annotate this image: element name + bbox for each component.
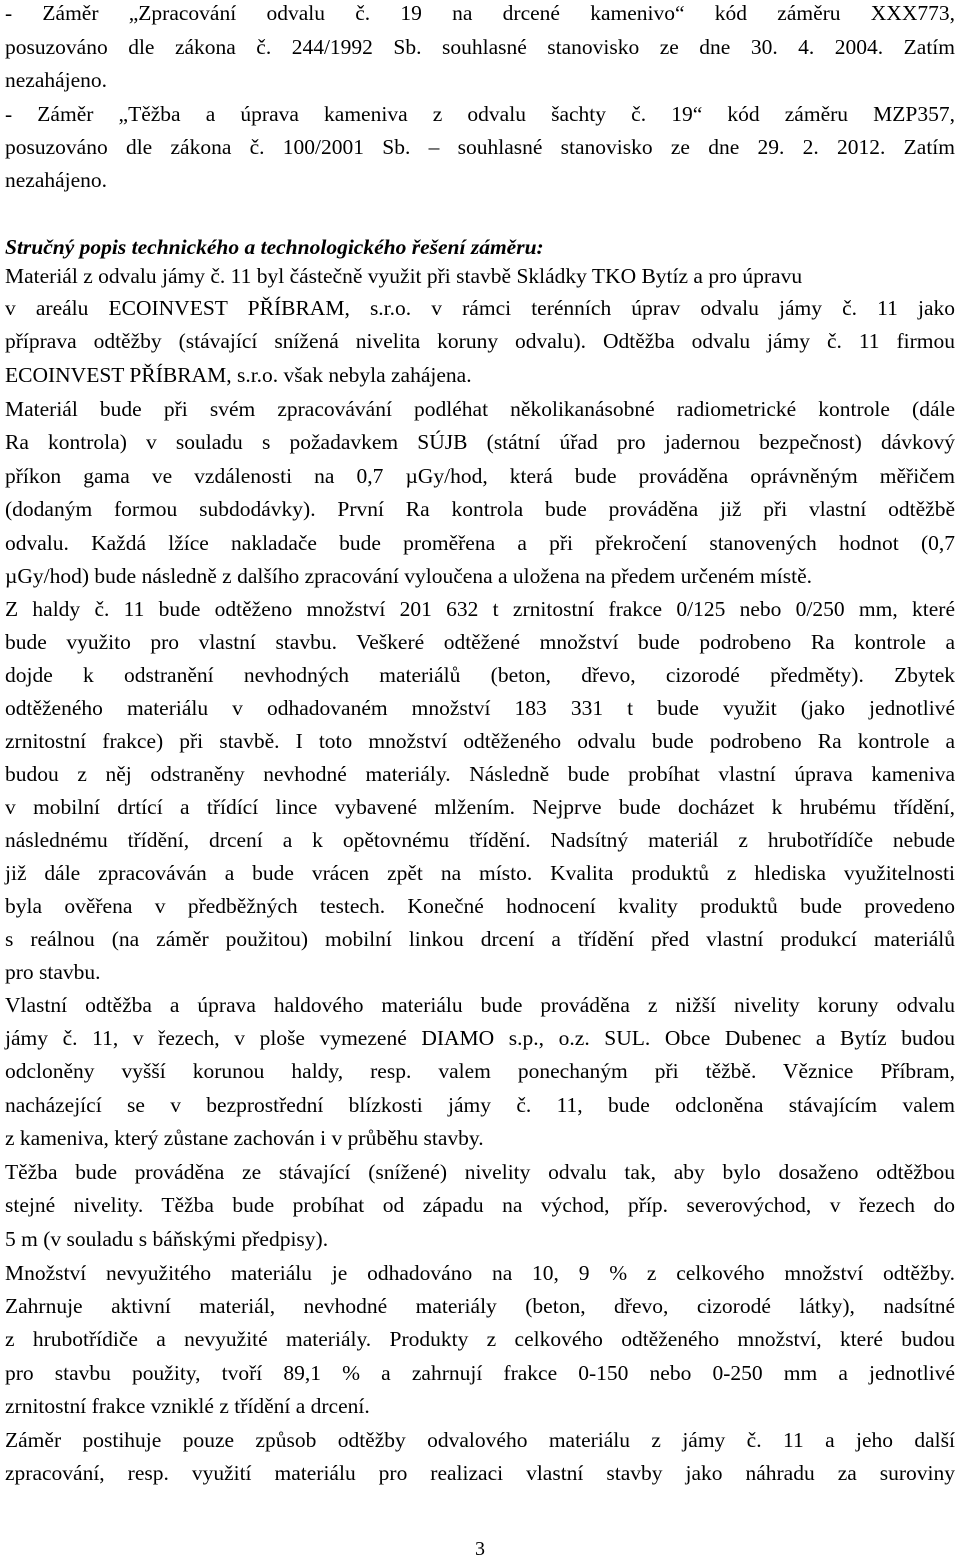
paragraph-6-line-1: Záměr postihuje pouze způsob odtěžby odvalového materiálu z jámy č. 11 a jeho další	[5, 1428, 955, 1452]
paragraph-2-line-11: zrnitostní frakce) při stavbě. I toto množství odtěženého odvalu bude podrobeno Ra kontrole a	[5, 729, 955, 753]
paragraph-2-line-2: Ra kontrola) v souladu s požadavkem SÚJB (státní úřad pro jadernou bezpečnost) dávkový	[5, 430, 955, 454]
paragraph-2-line-1: Materiál bude při svém zpracovávání podléhat několikanásobné radiometrické kontrole (dále	[5, 397, 955, 421]
paragraph-5-line-3: z hrubotřídiče a nevyužité materiály. Produkty z celkového odtěženého množství, které budou	[5, 1327, 955, 1351]
paragraph-1-line-4: ECOINVEST PŘÍBRAM, s.r.o. však nebyla zahájena.	[5, 363, 472, 387]
paragraph-4-line-1: Těžba bude prováděna ze stávající (snížené) nivelity odvalu tak, aby bylo dosaženo odtěžbou	[5, 1160, 955, 1184]
paragraph-2-line-7: Z haldy č. 11 bude odtěženo množství 201 632 t zrnitostní frakce 0/125 nebo 0/250 mm, které	[5, 597, 955, 621]
paragraph-2-line-15: již dále zpracováván a bude vrácen zpět na místo. Kvalita produktů z hlediska využitelnosti	[5, 861, 955, 885]
paragraph-5-line-5: zrnitostní frakce vzniklé z třídění a drcení.	[5, 1394, 370, 1418]
paragraph-1-line-3: příprava odtěžby (stávající snížená nivelita koruny odvalu). Odtěžba odvalu jámy č. 11 firmou	[5, 329, 955, 353]
paragraph-4-line-3: 5 m (v souladu s báňskými předpisy).	[5, 1227, 329, 1251]
paragraph-4-line-2: stejné nivelity. Těžba bude probíhat od západu na východ, příp. severovýchod, v řezech do	[5, 1193, 955, 1217]
paragraph-2-line-8: bude využito pro vlastní stavbu. Veškeré odtěžené množství bude podrobeno Ra kontrole a	[5, 630, 955, 654]
paragraph-3-line-1: Vlastní odtěžba a úprava haldového materiálu bude prováděna z nižší nivelity koruny odvalu	[5, 993, 955, 1017]
paragraph-2-line-17: s reálnou (na záměr použitou) mobilní linkou drcení a třídění před vlastní produkcí materiálů	[5, 927, 955, 951]
paragraph-5-line-2: Zahrnuje aktivní materiál, nevhodné materiály (beton, dřevo, cizorodé látky), nadsítné	[5, 1294, 955, 1318]
paragraph-1-line-2: v areálu ECOINVEST PŘÍBRAM, s.r.o. v rámci terénních úprav odvalu jámy č. 11 jako	[5, 296, 955, 320]
list-item-2-line-1: - Záměr „Těžba a úprava kameniva z odvalu šachty č. 19“ kód záměru MZP357,	[5, 102, 955, 126]
list-item-1-line-2: posuzováno dle zákona č. 244/1992 Sb. souhlasné stanovisko ze dne 30. 4. 2004. Zatím	[5, 35, 955, 59]
paragraph-6-line-2: zpracování, resp. využití materiálu pro realizaci vlastní stavby jako náhradu za suroviny	[5, 1461, 955, 1485]
list-item-2-line-2: posuzováno dle zákona č. 100/2001 Sb. – souhlasné stanovisko ze dne 29. 2. 2012. Zatím	[5, 135, 955, 159]
paragraph-1-line-1: Materiál z odvalu jámy č. 11 byl částečně využit při stavbě Skládky TKO Bytíz a pro úpravu	[5, 264, 803, 288]
paragraph-3-line-4: nacházející se v bezprostřední blízkosti jámy č. 11, bude odcloněna stávajícím valem	[5, 1093, 955, 1117]
page-number: 3	[475, 1538, 485, 1560]
paragraph-2-line-13: v mobilní drtící a třídící lince vybavené mlžením. Nejprve bude docházet k hrubému třídění,	[5, 795, 955, 819]
paragraph-2-line-18: pro stavbu.	[5, 960, 101, 984]
paragraph-2-line-5: odvalu. Každá lžíce nakladače bude proměřena a při překročení stanovených hodnot (0,7	[5, 531, 955, 555]
paragraph-2-line-4: (dodaným formou subdodávky). První Ra kontrola bude prováděna již při vlastní odtěžbě	[5, 497, 955, 521]
paragraph-3-line-3: odcloněny vyšší korunou haldy, resp. valem ponechaným při těžbě. Věznice Příbram,	[5, 1059, 955, 1083]
list-item-2-line-3: nezahájeno.	[5, 168, 108, 192]
list-item-1-line-1: - Záměr „Zpracování odvalu č. 19 na drcené kamenivo“ kód záměru XXX773,	[5, 1, 955, 25]
paragraph-2-line-16: byla ověřena v předběžných testech. Konečné hodnocení kvality produktů bude provedeno	[5, 894, 955, 918]
paragraph-5-line-1: Množství nevyužitého materiálu je odhadováno na 10, 9 % z celkového množství odtěžby.	[5, 1261, 955, 1285]
paragraph-3-line-5: z kameniva, který zůstane zachován i v průběhu stavby.	[5, 1126, 484, 1150]
paragraph-2-line-3: příkon gama ve vzdálenosti na 0,7 µGy/hod, která bude prováděna oprávněným měřičem	[5, 464, 955, 488]
paragraph-2-line-6: µGy/hod) bude následně z dalšího zpracování vyloučena a uložena na předem určeném místě.	[5, 564, 812, 588]
paragraph-2-line-14: následnému třídění, drcení a k opětovnému třídění. Nadsítný materiál z hrubotřídíče nebude	[5, 828, 955, 852]
paragraph-2-line-12: budou z něj odstraněny nevhodné materiály. Následně bude probíhat vlastní úprava kameniva	[5, 762, 955, 786]
paragraph-2-line-9: dojde k odstranění nevhodných materiálů (beton, dřevo, cizorodé předměty). Zbytek	[5, 663, 955, 687]
paragraph-5-line-4: pro stavbu použity, tvoří 89,1 % a zahrnují frakce 0-150 nebo 0-250 mm a jednotlivé	[5, 1361, 955, 1385]
list-item-1-line-3: nezahájeno.	[5, 68, 108, 92]
paragraph-2-line-10: odtěženého materiálu v odhadovaném množství 183 331 t bude využit (jako jednotlivé	[5, 696, 955, 720]
paragraph-3-line-2: jámy č. 11, v řezech, v ploše vymezené DIAMO s.p., o.z. SUL. Obce Dubenec a Bytíz budou	[5, 1026, 955, 1050]
section-heading: Stručný popis technického a technologického řešení záměru:	[5, 235, 544, 259]
